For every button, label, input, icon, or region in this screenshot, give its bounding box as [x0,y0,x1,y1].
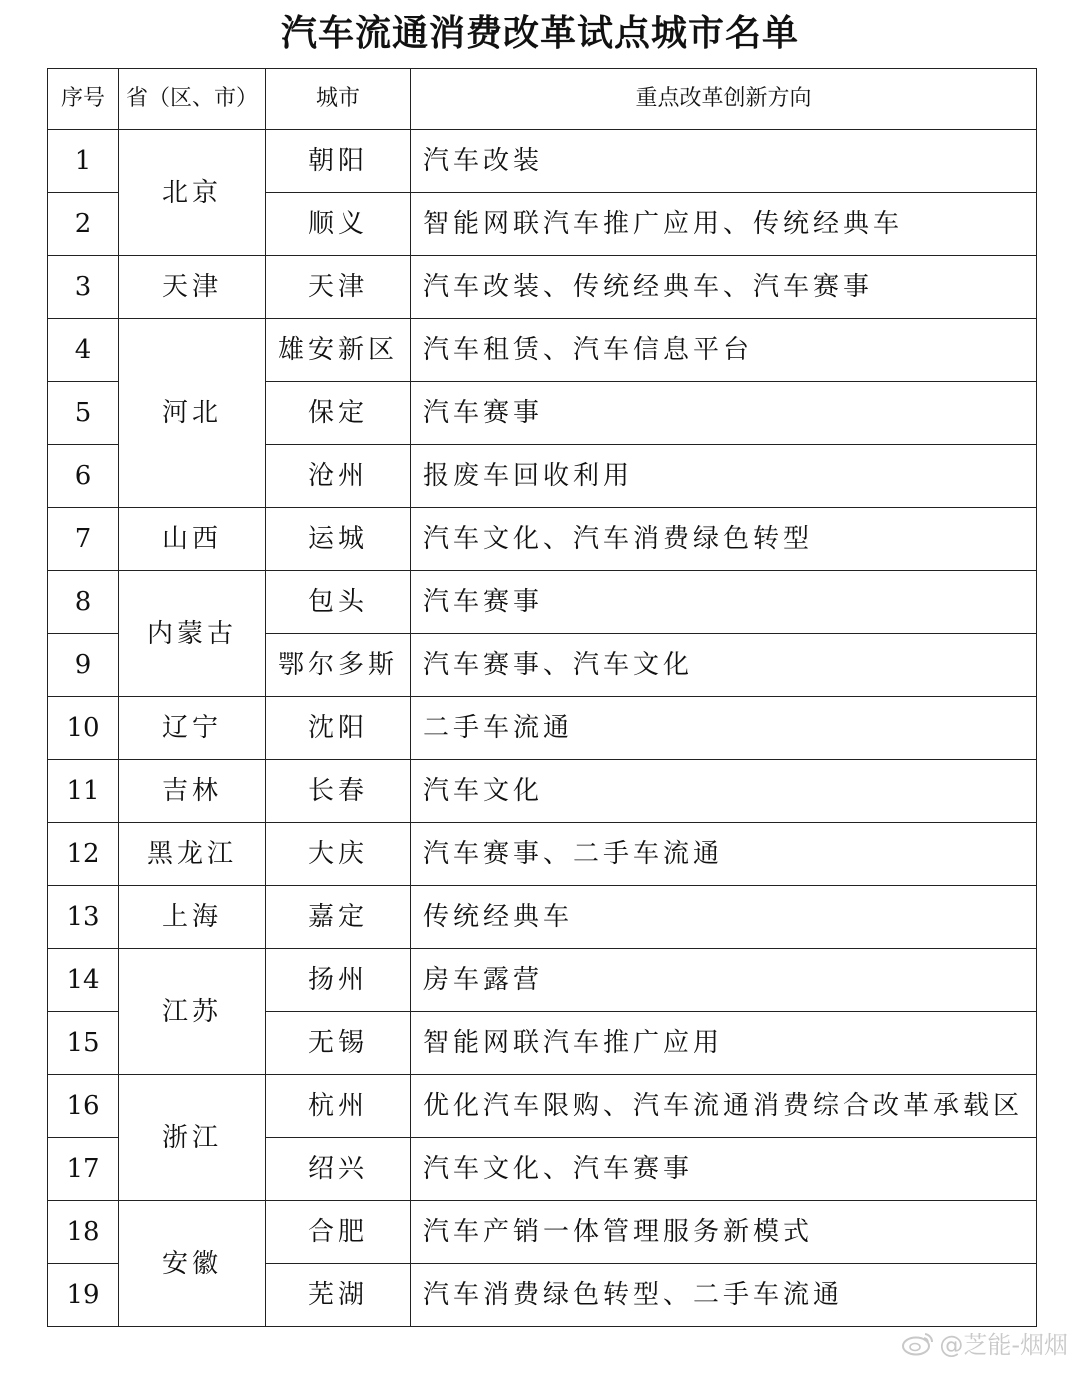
cell-province: 黑龙江 [119,823,266,886]
cell-city: 合肥 [266,1201,411,1264]
cell-province: 江苏 [119,949,266,1075]
cell-city: 芜湖 [266,1264,411,1327]
cell-direction: 汽车赛事 [411,382,1037,445]
cell-direction: 报废车回收利用 [411,445,1037,508]
table-row [48,1075,1037,1138]
cell-index: 7 [48,508,119,571]
cell-city: 雄安新区 [266,319,411,382]
pilot-cities-table [47,68,1037,1327]
cell-direction: 智能网联汽车推广应用、传统经典车 [411,193,1037,256]
watermark-text: @芝能-烟烟 [939,1331,1068,1359]
header-city: 城市 [266,69,411,130]
cell-province: 内蒙古 [119,571,266,697]
cell-city: 沈阳 [266,697,411,760]
cell-index: 17 [48,1138,119,1201]
cell-city: 运城 [266,508,411,571]
cell-direction: 二手车流通 [411,697,1037,760]
table-row [48,508,1037,571]
cell-direction: 汽车租赁、汽车信息平台 [411,319,1037,382]
cell-index: 13 [48,886,119,949]
table-row [48,949,1037,1012]
cell-city: 扬州 [266,949,411,1012]
cell-province: 辽宁 [119,697,266,760]
table-row [48,760,1037,823]
cell-direction: 汽车消费绿色转型、二手车流通 [411,1264,1037,1327]
cell-city: 无锡 [266,1012,411,1075]
cell-direction: 汽车赛事 [411,571,1037,634]
cell-direction: 传统经典车 [411,886,1037,949]
cell-index: 16 [48,1075,119,1138]
cell-city: 绍兴 [266,1138,411,1201]
cell-direction: 汽车文化、汽车消费绿色转型 [411,508,1037,571]
cell-index: 1 [48,130,119,193]
table-body [48,130,1037,1327]
header-direction: 重点改革创新方向 [411,69,1037,130]
table-row [48,823,1037,886]
cell-city: 包头 [266,571,411,634]
header-province: 省（区、市） [119,69,266,130]
cell-index: 19 [48,1264,119,1327]
table-row [48,697,1037,760]
cell-province: 浙江 [119,1075,266,1201]
cell-index: 10 [48,697,119,760]
cell-city: 杭州 [266,1075,411,1138]
cell-direction: 智能网联汽车推广应用 [411,1012,1037,1075]
cell-direction: 汽车赛事、汽车文化 [411,634,1037,697]
cell-direction: 汽车赛事、二手车流通 [411,823,1037,886]
cell-direction: 汽车改装、传统经典车、汽车赛事 [411,256,1037,319]
page-title: 汽车流通消费改革试点城市名单 [280,13,799,54]
cell-index: 4 [48,319,119,382]
cell-direction: 房车露营 [411,949,1037,1012]
cell-city: 天津 [266,256,411,319]
cell-index: 6 [48,445,119,508]
cell-city: 大庆 [266,823,411,886]
cell-direction: 汽车文化 [411,760,1037,823]
cell-province: 北京 [119,130,266,256]
cell-index: 2 [48,193,119,256]
table-row [48,571,1037,634]
cell-direction: 汽车产销一体管理服务新模式 [411,1201,1037,1264]
cell-direction: 汽车文化、汽车赛事 [411,1138,1037,1201]
cell-index: 18 [48,1201,119,1264]
cell-index: 9 [48,634,119,697]
cell-index: 3 [48,256,119,319]
cell-province: 山西 [119,508,266,571]
cell-city: 长春 [266,760,411,823]
cell-city: 朝阳 [266,130,411,193]
cell-direction: 优化汽车限购、汽车流通消费综合改革承载区 [411,1075,1037,1138]
cell-index: 5 [48,382,119,445]
table-row [48,1201,1037,1264]
cell-index: 12 [48,823,119,886]
cell-city: 嘉定 [266,886,411,949]
table-row [48,130,1037,193]
cell-city: 鄂尔多斯 [266,634,411,697]
cell-index: 11 [48,760,119,823]
cell-city: 顺义 [266,193,411,256]
weibo-icon [901,1330,935,1356]
cell-index: 8 [48,571,119,634]
cell-province: 河北 [119,319,266,508]
table-row [48,319,1037,382]
cell-city: 沧州 [266,445,411,508]
watermark [901,1325,1068,1360]
cell-direction: 汽车改装 [411,130,1037,193]
cell-city: 保定 [266,382,411,445]
cell-province: 天津 [119,256,266,319]
cell-index: 15 [48,1012,119,1075]
header-index: 序号 [48,69,119,130]
table-row [48,256,1037,319]
cell-province: 吉林 [119,760,266,823]
cell-index: 14 [48,949,119,1012]
cell-province: 安徽 [119,1201,266,1327]
table-row [48,886,1037,949]
table-header-row [48,69,1037,130]
cell-province: 上海 [119,886,266,949]
